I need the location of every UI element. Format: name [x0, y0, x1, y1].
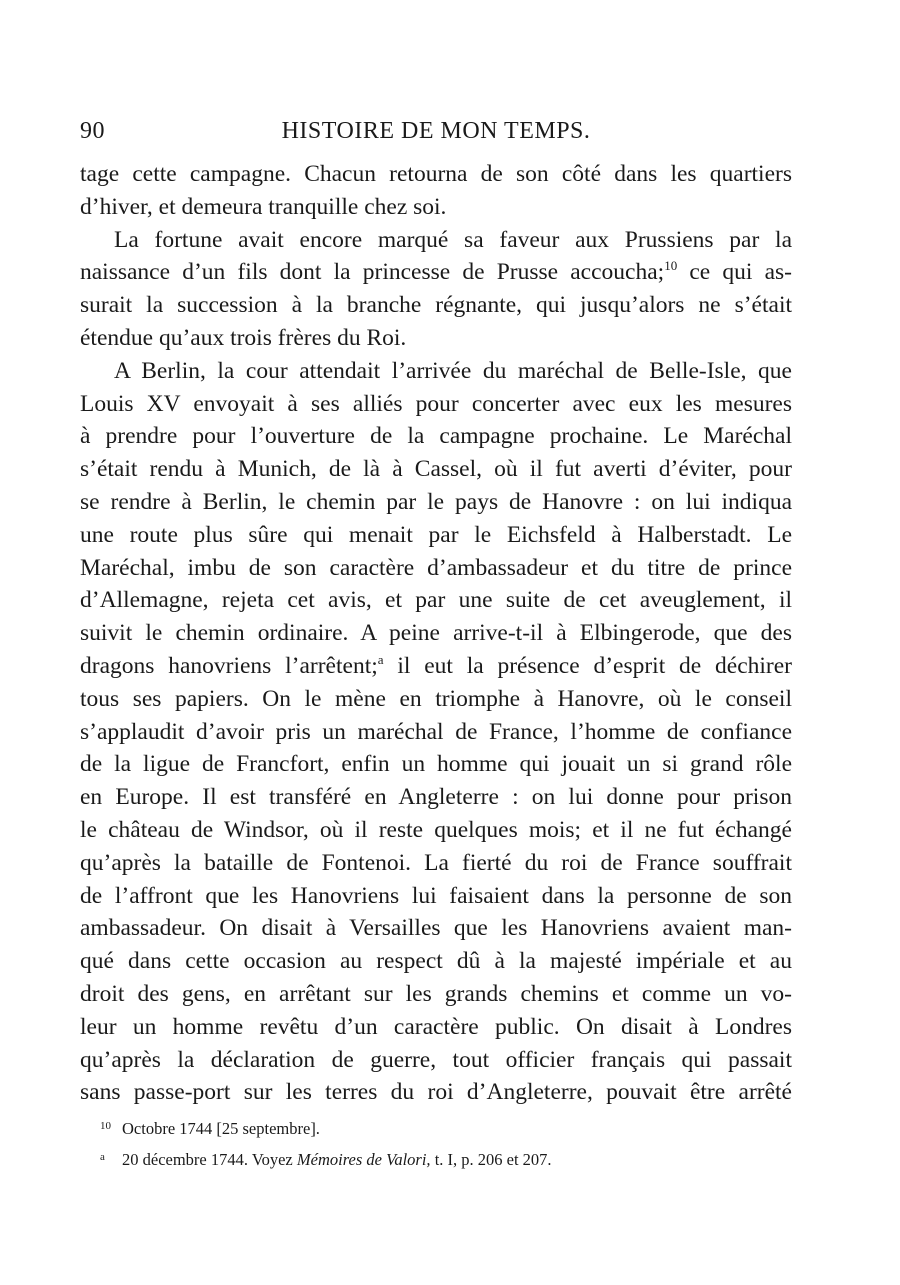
- text-line-segment: il eut la présence d’esprit de déchirer: [383, 652, 792, 679]
- footnote-a: [100, 1143, 790, 1174]
- text-line: suivit le chemin ordinaire. A peine arrive-t-il à Elbingerode, que des: [80, 620, 792, 647]
- text-line: d’Allemagne, rejeta cet avis, et par une suite de cet aveuglement, il: [80, 587, 792, 614]
- footnote-mark: a: [100, 1151, 105, 1163]
- text-line: leur un homme revêtu d’un caractère public. On disait à Londres: [80, 1013, 792, 1040]
- footnote-cited-title: Mémoires de Valori,: [296, 1150, 431, 1169]
- text-line: droit des gens, en arrêtant sur les grands chemins et comme un vo-: [80, 980, 792, 1007]
- page-number: 90: [80, 118, 105, 144]
- text-line: de la ligue de Francfort, enfin un homme qui jouait un si grand rôle: [80, 751, 792, 778]
- text-line: qué dans cette occasion au respect dû à la majesté impériale et au: [80, 948, 792, 975]
- text-line: surait la succession à la branche régnante, qui jusqu’alors ne s’était: [80, 292, 792, 319]
- text-line: La fortune avait encore marqué sa faveur aux Prussiens par la: [114, 226, 792, 253]
- text-line-segment: naissance d’un fils dont la princesse de Prusse accoucha;: [80, 259, 665, 286]
- text-line: A Berlin, la cour attendait l’arrivée du maréchal de Belle-Isle, que: [114, 357, 792, 384]
- text-line-segment: dragons hanovriens l’arrêtent;: [80, 652, 378, 679]
- text-line: ambassadeur. On disait à Versailles que les Hanovriens avaient man-: [80, 915, 792, 942]
- text-line: tage cette campagne. Chacun retourna de son côté dans les quartiers: [80, 161, 792, 187]
- text-line: se rendre à Berlin, le chemin par le pays de Hanovre : on lui indiqua: [80, 488, 792, 515]
- footnote-10: [100, 1112, 790, 1143]
- text-line: qu’après la bataille de Fontenoi. La fierté du roi de France souffrait: [80, 849, 792, 876]
- text-line: une route plus sûre qui menait par le Eichsfeld à Halberstadt. Le: [80, 521, 792, 548]
- text-line: d’hiver, et demeura tranquille chez soi.: [80, 193, 447, 220]
- text-line: en Europe. Il est transféré en Angleterre : on lui donne pour prison: [80, 784, 792, 811]
- footnotes: [100, 1112, 790, 1174]
- footnote-reference[interactable]: 10: [664, 258, 678, 274]
- running-head: [80, 118, 792, 152]
- text-line: s’était rendu à Munich, de là à Cassel, où il fut averti d’éviter, pour: [80, 456, 792, 483]
- text-line: qu’après la déclaration de guerre, tout officier français qui passait: [80, 1046, 792, 1073]
- text-line: Maréchal, imbu de son caractère d’ambassadeur et du titre de prince: [80, 554, 792, 581]
- text-line: de l’affront que les Hanovriens lui faisaient dans la personne de son: [80, 882, 792, 909]
- footnote-text: t. I, p. 206 et 207.: [430, 1150, 552, 1169]
- footnote-text: 20 décembre 1744. Voyez: [122, 1150, 297, 1169]
- text-line: Louis XV envoyait à ses alliés pour concerter avec eux les mesures: [80, 390, 792, 417]
- footnote-mark: 10: [100, 1120, 111, 1132]
- body-text: [80, 158, 792, 1109]
- text-line-segment: ce qui as-: [677, 259, 792, 286]
- footnote-reference[interactable]: a: [377, 651, 384, 667]
- text-line: sans passe-port sur les terres du roi d’Angleterre, pouvait être arrêté: [80, 1079, 792, 1106]
- text-line: [80, 256, 792, 289]
- text-line: tous ses papiers. On le mène en triomphe à Hanovre, où le conseil: [80, 685, 792, 712]
- footnote-text: Octobre 1744 [25 septembre].: [122, 1119, 320, 1138]
- text-line: étendue qu’aux trois frères du Roi.: [80, 324, 407, 351]
- text-line: le château de Windsor, où il reste quelques mois; et il ne fut échangé: [80, 816, 792, 843]
- text-line: s’applaudit d’avoir pris un maréchal de France, l’homme de confiance: [80, 718, 792, 745]
- text-line: [80, 650, 792, 683]
- text-line: à prendre pour l’ouverture de la campagne prochaine. Le Maréchal: [80, 423, 792, 450]
- running-title: HISTOIRE DE MON TEMPS.: [281, 118, 591, 144]
